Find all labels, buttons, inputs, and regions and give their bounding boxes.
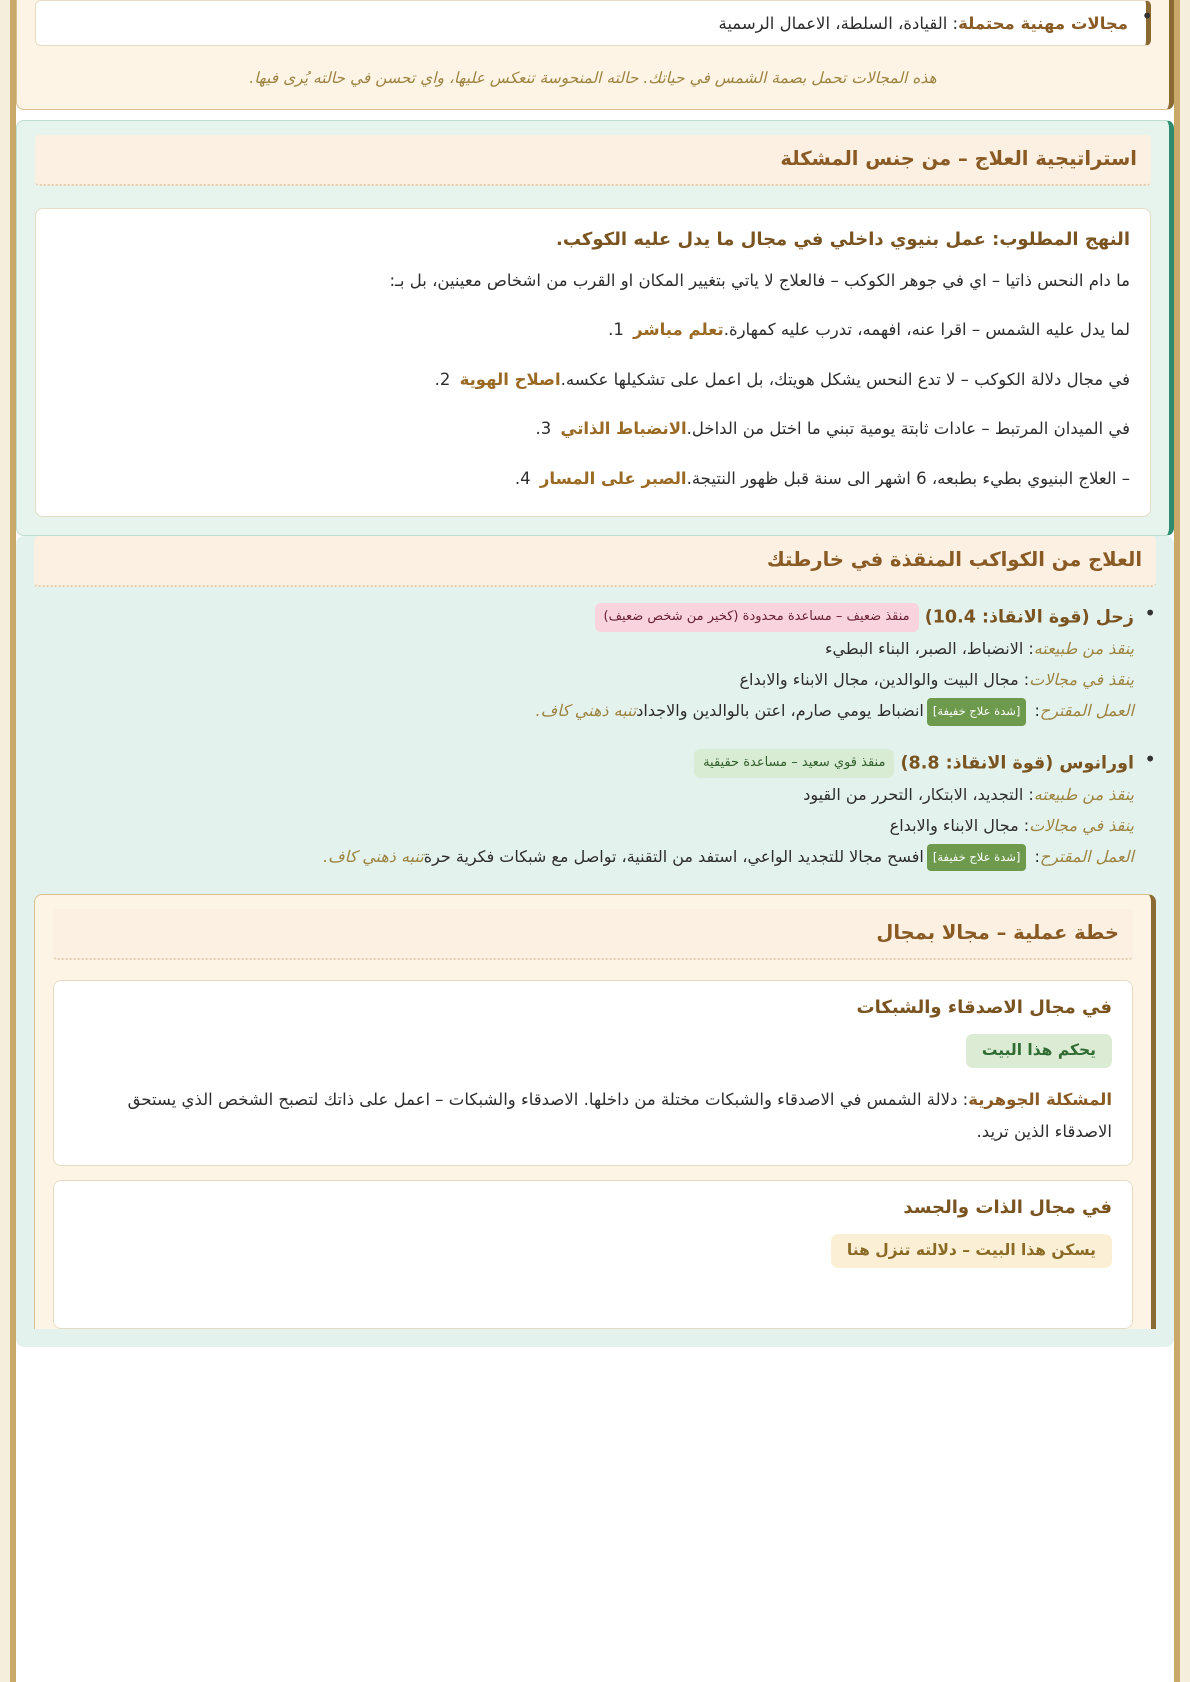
treatment-step (56, 365, 1130, 395)
planet-action-label: العمل المقترح (1039, 701, 1134, 721)
planet-action-colon: : (1029, 847, 1040, 867)
planet-action-line (34, 841, 1134, 872)
planet-action-label: العمل المقترح (1039, 847, 1134, 867)
bullet-icon: • (1141, 4, 1153, 28)
treatment-strategy-title: استراتيجية العلاج – من جنس المشكلة (35, 135, 1151, 186)
treatment-step (56, 414, 1130, 444)
status-badge: منقذ ضعيف – مساعدة محدودة (كخير من شخص ضعيف) (595, 603, 919, 632)
planet-action-value: افسح مجالا للتجديد الواعي، استفد من التقنية، تواصل مع شبكات فكرية حرة (423, 847, 924, 867)
treatment-strategy-block (16, 120, 1174, 535)
planet-fields-label: ينقذ في مجالات (1029, 670, 1134, 690)
intensity-tag: [شدة علاج خفيفة] (927, 698, 1027, 725)
plan-card-friends (53, 980, 1133, 1166)
planet-fields-label: ينقذ في مجالات (1029, 816, 1134, 836)
core-problem-line (74, 1084, 1112, 1147)
rescue-planets-block (16, 536, 1174, 1347)
step-lead: الانضباط الذاتي (560, 419, 687, 439)
planet-fields-line (34, 810, 1134, 841)
step-rest: في مجال دلالة الكوكب – لا تدع النحس يشكل هويتك، بل اعمل على تشكيلها عكسه. (560, 369, 1130, 389)
practical-plan-block (34, 894, 1156, 1329)
approach-line: النهج المطلوب: عمل بنيوي داخلي في مجال ما يدل عليه الكوكب. (556, 229, 1130, 251)
plan-card-pill-row (74, 1234, 1112, 1268)
house-occupancy-pill: يسكن هذا البيت – دلالته تنزل هنا (831, 1234, 1112, 1268)
page-rail-inner-right (1174, 0, 1180, 1682)
rescue-planets-list (34, 603, 1156, 873)
step-lead: اصلاح الهوية (459, 369, 561, 389)
intensity-tag: [شدة علاج خفيفة] (927, 844, 1027, 871)
planet-action-note: تنبه ذهني كاف. (322, 847, 424, 867)
treatment-steps-list (56, 315, 1130, 494)
list-item (34, 749, 1156, 873)
planet-nature-line (34, 779, 1134, 810)
planet-name: اورانوس (قوة الانقاذ: 8.8) (900, 753, 1134, 774)
rescue-planets-title: العلاج من الكواكب المنقذة في خارطتك (34, 536, 1156, 587)
planet-nature-label: ينقذ من طبيعته (1033, 784, 1134, 804)
house-rule-pill: يحكم هذا البيت (966, 1034, 1112, 1068)
plan-card-self (53, 1180, 1133, 1329)
core-problem-text: : دلالة الشمس في الاصدقاء والشبكات مختلة من داخلها. الاصدقاء والشبكات – اعمل على ذاتك لتصبح الشخص الذي يستحق الاصدقاء الذين تريد. (127, 1090, 1112, 1141)
status-badge: منقذ قوي سعيد – مساعدة حقيقية (694, 749, 894, 778)
career-fields-note: هذه المجالات تحمل بصمة الشمس في حياتك. حالته المنحوسة تنعكس عليها، واي تحسن في حالته يُرى فيها. (249, 69, 937, 87)
treatment-step (56, 464, 1130, 494)
planet-nature-value: : التجديد، الابتكار، التحرر من القيود (803, 784, 1034, 804)
planet-action-colon: : (1029, 701, 1040, 721)
plan-card-title: في مجال الذات والجسد (903, 1197, 1112, 1219)
treatment-intro: ما دام النحس ذاتيا – اي في جوهر الكوكب – فالعلاج لا ياتي بتغيير المكان او القرب من اشخاص معينين، بل بـ: (389, 271, 1130, 291)
career-fields-block (16, 0, 1174, 110)
planet-action-value: انضباط يومي صارم، اعتن بالوالدين والاجداد (636, 701, 924, 721)
planet-fields-value: : مجال البيت والوالدين، مجال الابناء والابداع (739, 670, 1030, 690)
career-fields-line (718, 14, 1128, 33)
planet-name: زحل (قوة الانقاذ: 10.4) (924, 607, 1134, 628)
step-rest: – العلاج البنيوي بطيء بطبعه، 6 اشهر الى سنة قبل ظهور النتيجة. (686, 469, 1130, 489)
career-fields-label: مجالات مهنية محتملة (958, 13, 1128, 33)
treatment-step (56, 315, 1130, 345)
step-rest: لما يدل عليه الشمس – اقرا عنه، افهمه، تدرب عليه كمهارة. (723, 319, 1130, 339)
planet-action-line (34, 695, 1134, 726)
career-fields-value: : القيادة، السلطة، الاعمال الرسمية (718, 13, 959, 33)
core-problem-label: المشكلة الجوهرية (968, 1090, 1112, 1110)
step-lead: الصبر على المسار (539, 469, 687, 489)
planet-nature-label: ينقذ من طبيعته (1033, 639, 1134, 658)
step-rest: في الميدان المرتبط – عادات ثابتة يومية تبني ما اختل من الداخل. (686, 419, 1130, 439)
treatment-strategy-body (35, 208, 1151, 516)
planet-heading (34, 749, 1134, 779)
page-rail-right (1180, 0, 1190, 1682)
planet-action-note: تنبه ذهني كاف. (535, 701, 637, 721)
step-lead: تعلم مباشر (633, 319, 724, 339)
list-item (34, 603, 1156, 727)
career-fields-strip (35, 0, 1151, 46)
report-page (16, 0, 1174, 1682)
plan-card-title: في مجال الاصدقاء والشبكات (856, 997, 1112, 1019)
planet-nature-value: : الانضباط، الصبر، البناء البطيء (824, 639, 1034, 658)
page-rail-left (0, 0, 10, 1682)
planet-nature-line (34, 633, 1134, 664)
planet-fields-line (34, 664, 1134, 695)
planet-heading (34, 603, 1134, 633)
practical-plan-title: خطة عملية – مجالا بمجال (53, 909, 1133, 960)
planet-fields-value: : مجال الابناء والابداع (889, 816, 1030, 836)
plan-card-pill-row (74, 1034, 1112, 1068)
